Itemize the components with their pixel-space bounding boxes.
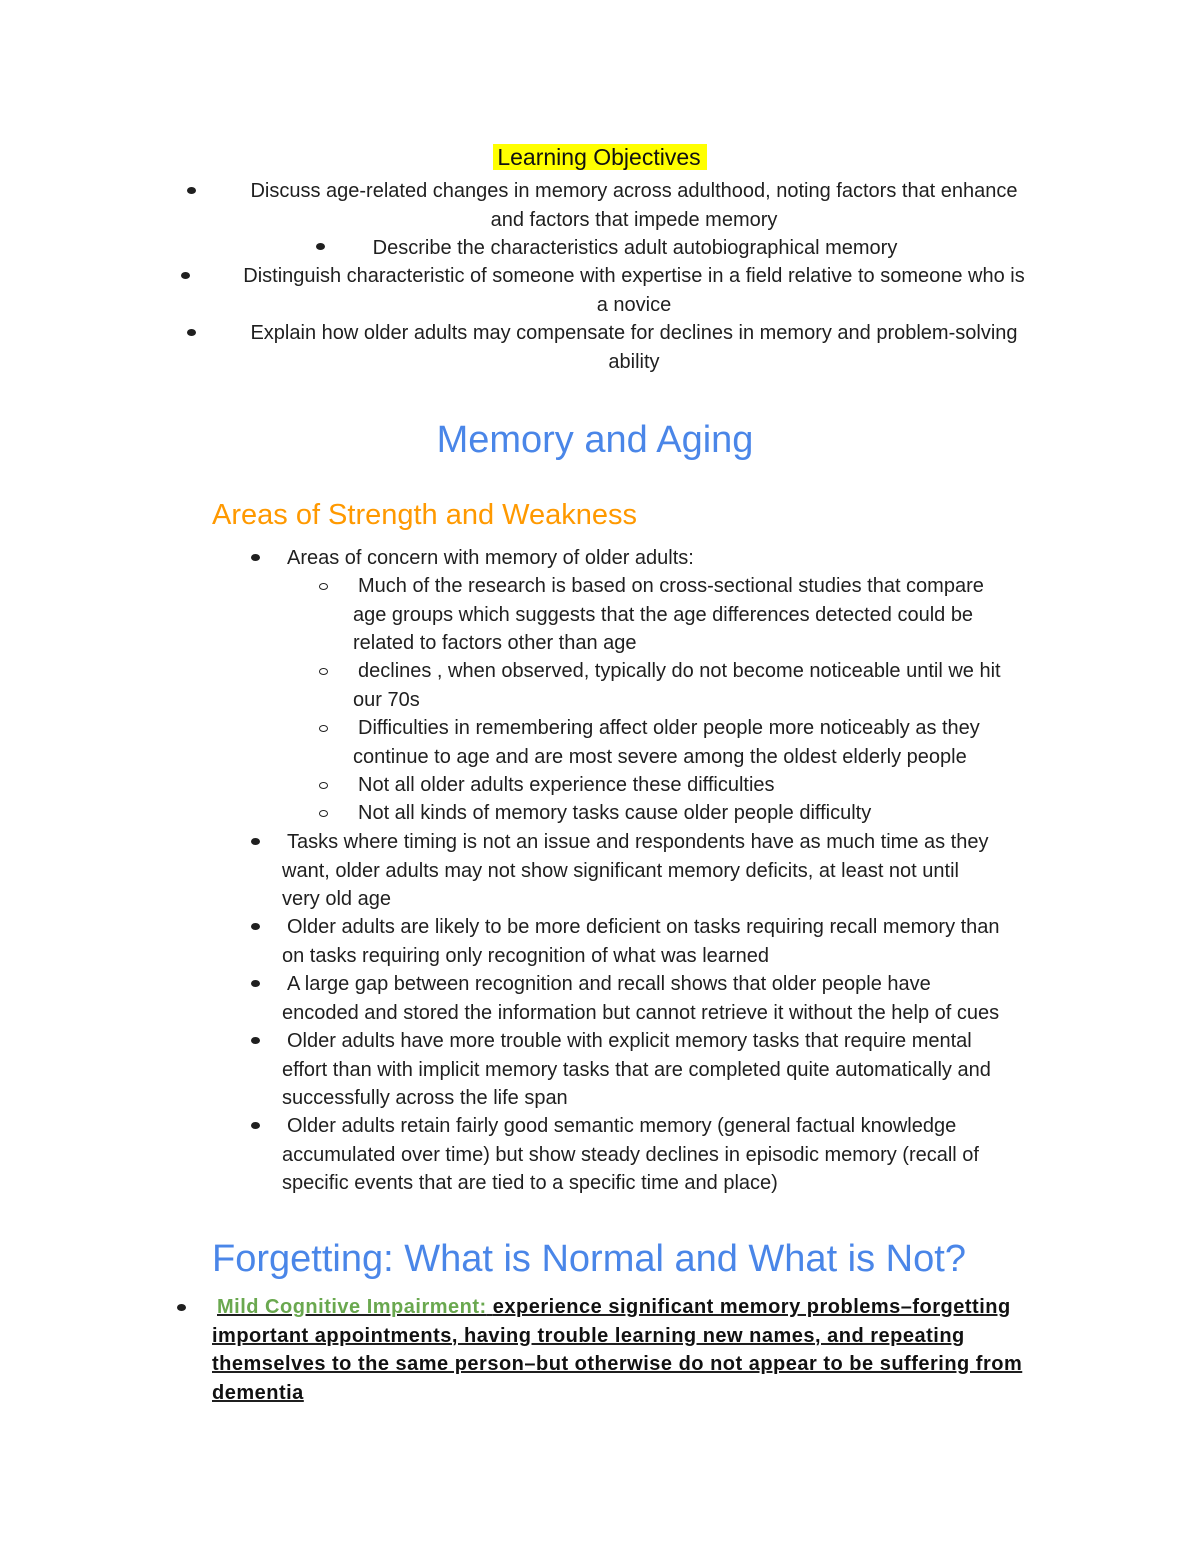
subheading-strength-weakness: Areas of Strength and Weakness	[212, 499, 638, 531]
list-item: Tasks where timing is not an issue and respondents have as much time as they want, older adults may not show significant memory deficits, at least not until very old age	[282, 831, 989, 910]
objective-item: Distinguish characteristic of someone with expertise in a field relative to someone who is a novice	[243, 265, 1025, 316]
objective-item: Describe the characteristics adult autobiographical memory	[372, 237, 898, 259]
bullet-icon	[251, 1037, 260, 1044]
list-item: Older adults are likely to be more deficient on tasks requiring recall memory than on tasks requiring only recognition of what was learned	[282, 916, 1000, 967]
circle-bullet-icon	[319, 782, 328, 789]
objective-item: Discuss age-related changes in memory across adulthood, noting factors that enhance and factors that impede memory	[250, 180, 1018, 231]
mci-term: Mild Cognitive Impairment:	[217, 1296, 487, 1318]
list-item: Older adults have more trouble with explicit memory tasks that require mental effort than with implicit memory tasks that are completed quite automatically and successfully across the life span	[282, 1030, 991, 1109]
bullet-icon	[187, 187, 196, 194]
sub-list-item: Difficulties in remembering affect older people more noticeably as they continue to age and are most severe among the oldest elderly people	[353, 717, 980, 768]
bullet-icon	[251, 838, 260, 845]
bullet-icon	[251, 1122, 260, 1129]
list-item: Older adults retain fairly good semantic memory (general factual knowledge accumulated over time) but show steady declines in episodic memory (recall of specific events that are tied to a specific time and place)	[282, 1115, 979, 1194]
bullet-icon	[177, 1304, 186, 1311]
sub-list-item: Not all older adults experience these difficulties	[358, 774, 775, 796]
mci-definition: Mild Cognitive Impairment: experience significant memory problems–forgetting important appointments, having trouble learning new names, and repeating themselves to the same person–but otherwise do not appear to be suffering from dementia	[212, 1296, 1023, 1404]
highlighted-title-text: Learning Objectives	[493, 144, 706, 170]
learning-objectives-title	[0, 141, 1200, 174]
section-heading-memory-aging: Memory and Aging	[436, 419, 754, 461]
bullet-icon	[251, 554, 260, 561]
circle-bullet-icon	[319, 725, 328, 732]
list-item-concern-intro: Areas of concern with memory of older adults:	[287, 547, 694, 569]
list-item: A large gap between recognition and recall shows that older people have encoded and stored the information but cannot retrieve it without the help of cues	[282, 973, 1000, 1024]
sub-list-item: Not all kinds of memory tasks cause older people difficulty	[358, 802, 872, 824]
bullet-icon	[251, 923, 260, 930]
bullet-icon	[316, 243, 325, 250]
circle-bullet-icon	[319, 668, 328, 675]
section-heading-forgetting: Forgetting: What is Normal and What is Not?	[212, 1238, 966, 1280]
objective-item: Explain how older adults may compensate for declines in memory and problem-solving ability	[250, 322, 1018, 373]
bullet-icon	[187, 329, 196, 336]
sub-list-item: Much of the research is based on cross-sectional studies that compare age groups which suggests that the age differences detected could be related to factors other than age	[353, 575, 984, 654]
circle-bullet-icon	[319, 583, 328, 590]
sub-list-item: declines , when observed, typically do not become noticeable until we hit our 70s	[353, 660, 1001, 711]
bullet-icon	[181, 272, 190, 279]
circle-bullet-icon	[319, 810, 328, 817]
bullet-icon	[251, 980, 260, 987]
